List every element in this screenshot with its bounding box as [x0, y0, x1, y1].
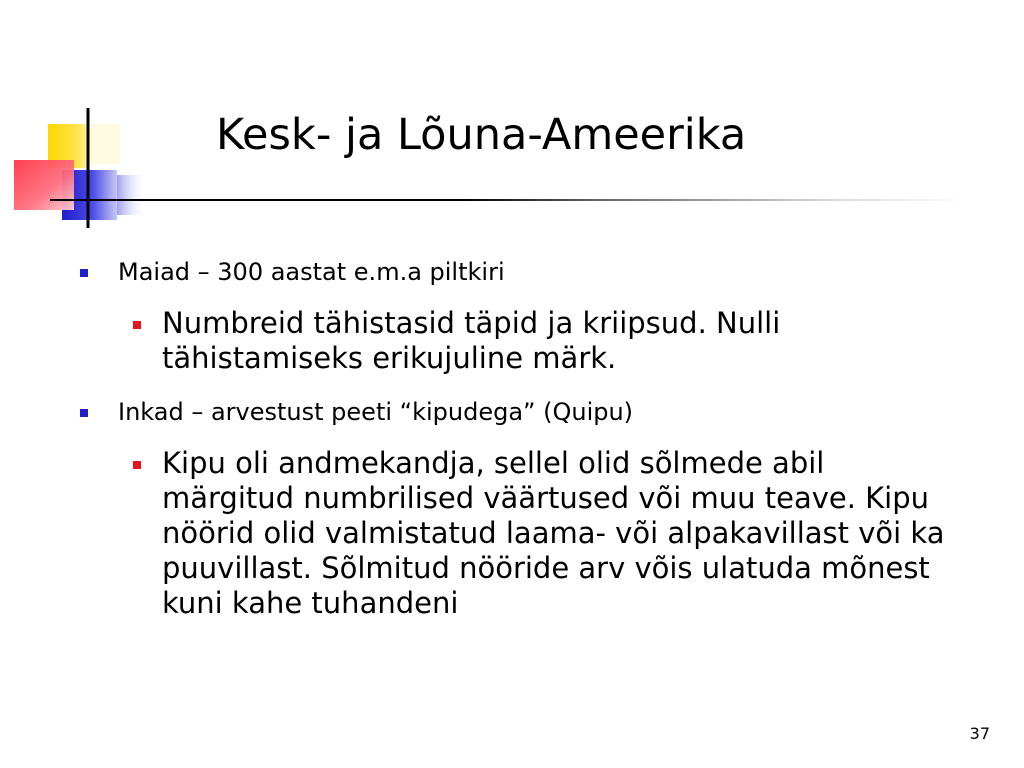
- title-underline: [50, 199, 970, 201]
- red-square-bullet-icon: [133, 461, 141, 469]
- slide-title: Kesk- ja Lõuna-Ameerika: [216, 110, 747, 160]
- yellow-square-fade: [90, 124, 120, 164]
- red-square-bullet-icon: [133, 321, 141, 329]
- sub-bullet-numbers: [133, 306, 953, 376]
- blue-square-bullet-icon: [80, 269, 88, 277]
- page-number: 37: [969, 724, 990, 743]
- blue-square-fade: [117, 175, 147, 215]
- bullet-inkad: [80, 396, 960, 428]
- blue-square-bullet-icon: [80, 409, 88, 417]
- sub-bullet-text: Numbreid tähistasid täpid ja kriipsud. Nulli tähistamiseks erikujuline märk.: [162, 306, 781, 375]
- bullet-maiad: [80, 256, 960, 288]
- sub-bullet-text: Kipu oli andmekandja, sellel olid sõlmede abil märgitud numbrilised väärtused või muu teave. Kipu nöörid olid valmistatud laama- või alpakavillast või ka puuvillast. Sõlmitud nööride arv võis ulatuda mõnest kuni kahe tuhandeni: [162, 446, 945, 620]
- bullet-text: Maiad – 300 aastat e.m.a piltkiri: [118, 258, 505, 286]
- decorative-squares-logo: [0, 0, 150, 240]
- sub-bullet-kipu: [133, 446, 953, 621]
- bullet-text: Inkad – arvestust peeti “kipudega” (Quipu): [118, 398, 634, 426]
- red-square: [14, 160, 74, 210]
